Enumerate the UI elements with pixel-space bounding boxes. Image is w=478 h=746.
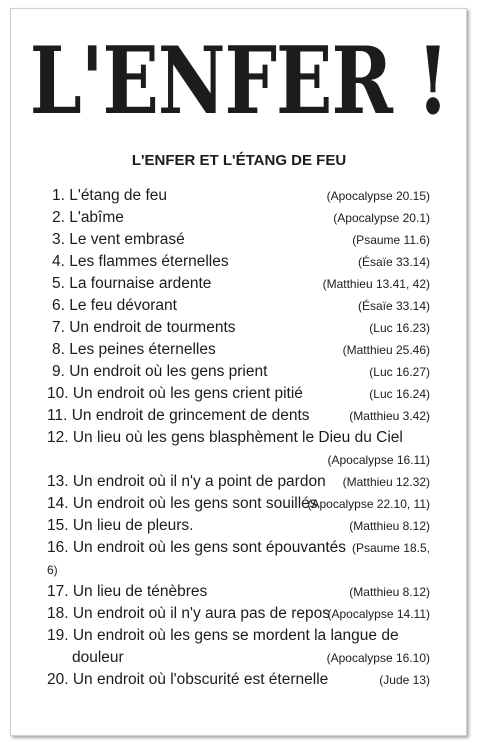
item-label: 14. Un endroit où les gens sont souillés — [47, 495, 318, 512]
item-label: 6. Le feu dévorant — [52, 297, 177, 314]
item-reference: (Apocalypse 16.10) — [326, 651, 430, 665]
list-item — [0, 340, 478, 362]
item-reference: (Psaume 11.6) — [352, 233, 430, 247]
item-label: 19. Un endroit où les gens se mordent la langue de — [47, 627, 399, 644]
list-item — [0, 538, 478, 582]
list-item — [0, 670, 478, 692]
item-reference: (Matthieu 13.41, 42) — [322, 277, 430, 291]
item-label: 11. Un endroit de grincement de dents — [47, 407, 310, 424]
item-label: 9. Un endroit où les gens prient — [52, 363, 268, 380]
list-item — [0, 230, 478, 252]
item-label: 7. Un endroit de tourments — [52, 319, 236, 336]
page-title: L'ENFER ! — [29, 28, 449, 136]
item-label: 3. Le vent embrasé — [52, 231, 185, 248]
list-item — [0, 582, 478, 604]
item-label: 16. Un endroit où les gens sont épouvantés — [47, 539, 347, 556]
item-reference: (Luc 16.23) — [369, 321, 430, 335]
list-item — [0, 362, 478, 384]
list-item — [0, 428, 478, 472]
item-label: 8. Les peines éternelles — [52, 341, 216, 358]
item-label: 4. Les flammes éternelles — [52, 253, 229, 270]
item-label: 12. Un lieu où les gens blasphèment le Dieu du Ciel — [47, 429, 403, 446]
list-item — [0, 186, 478, 208]
item-reference: (Jude 13) — [379, 673, 430, 687]
item-reference: (Ésaïe 33.14) — [357, 299, 430, 313]
item-label: 2. L'abîme — [52, 209, 124, 226]
page-subtitle: L'ENFER ET L'ÉTANG DE FEU — [131, 152, 347, 169]
list-item — [0, 318, 478, 340]
item-label: 10. Un endroit où les gens crient pitié — [47, 385, 303, 402]
item-label: 20. Un endroit où l'obscurité est éternelle — [47, 671, 329, 688]
item-reference: (Luc 16.24) — [369, 387, 430, 401]
item-label-continuation: douleur — [72, 649, 124, 666]
item-reference: (Matthieu 3.42) — [349, 409, 430, 423]
item-reference: (Matthieu 25.46) — [342, 343, 430, 357]
item-label: 5. La fournaise ardente — [52, 275, 212, 292]
item-label: 17. Un lieu de ténèbres — [47, 583, 208, 600]
item-label: 13. Un endroit où il n'y a point de pardon — [47, 473, 326, 490]
item-reference: (Matthieu 8.12) — [349, 585, 430, 599]
list-item — [0, 252, 478, 274]
list-item — [0, 472, 478, 494]
list-item — [0, 516, 478, 538]
item-reference: (Apocalypse 16.11) — [327, 453, 430, 467]
item-reference: (Apocalypse 20.15) — [326, 189, 430, 203]
item-reference: (Apocalypse 20.1) — [333, 211, 430, 225]
item-label: 18. Un endroit où il n'y aura pas de repos — [47, 605, 330, 622]
list-item — [0, 406, 478, 428]
item-reference: (Matthieu 12.32) — [342, 475, 430, 489]
list-item — [0, 604, 478, 626]
item-reference: (Apocalypse 14.11) — [327, 607, 430, 621]
list-item — [0, 494, 478, 516]
item-reference: (Ésaïe 33.14) — [357, 255, 430, 269]
item-reference: (Matthieu 8.12) — [349, 519, 430, 533]
item-reference: (Psaume 18.5, — [351, 541, 430, 555]
item-reference: (Apocalypse 22.10, 11) — [307, 497, 430, 511]
list-item — [0, 384, 478, 406]
item-label: 15. Un lieu de pleurs. — [47, 517, 194, 534]
item-reference: (Luc 16.27) — [369, 365, 430, 379]
item-label: 1. L'étang de feu — [52, 187, 168, 204]
list-item — [0, 274, 478, 296]
list-item — [0, 208, 478, 230]
list-item — [0, 626, 478, 670]
list-item — [0, 296, 478, 318]
item-reference-continuation: 6) — [47, 563, 58, 577]
